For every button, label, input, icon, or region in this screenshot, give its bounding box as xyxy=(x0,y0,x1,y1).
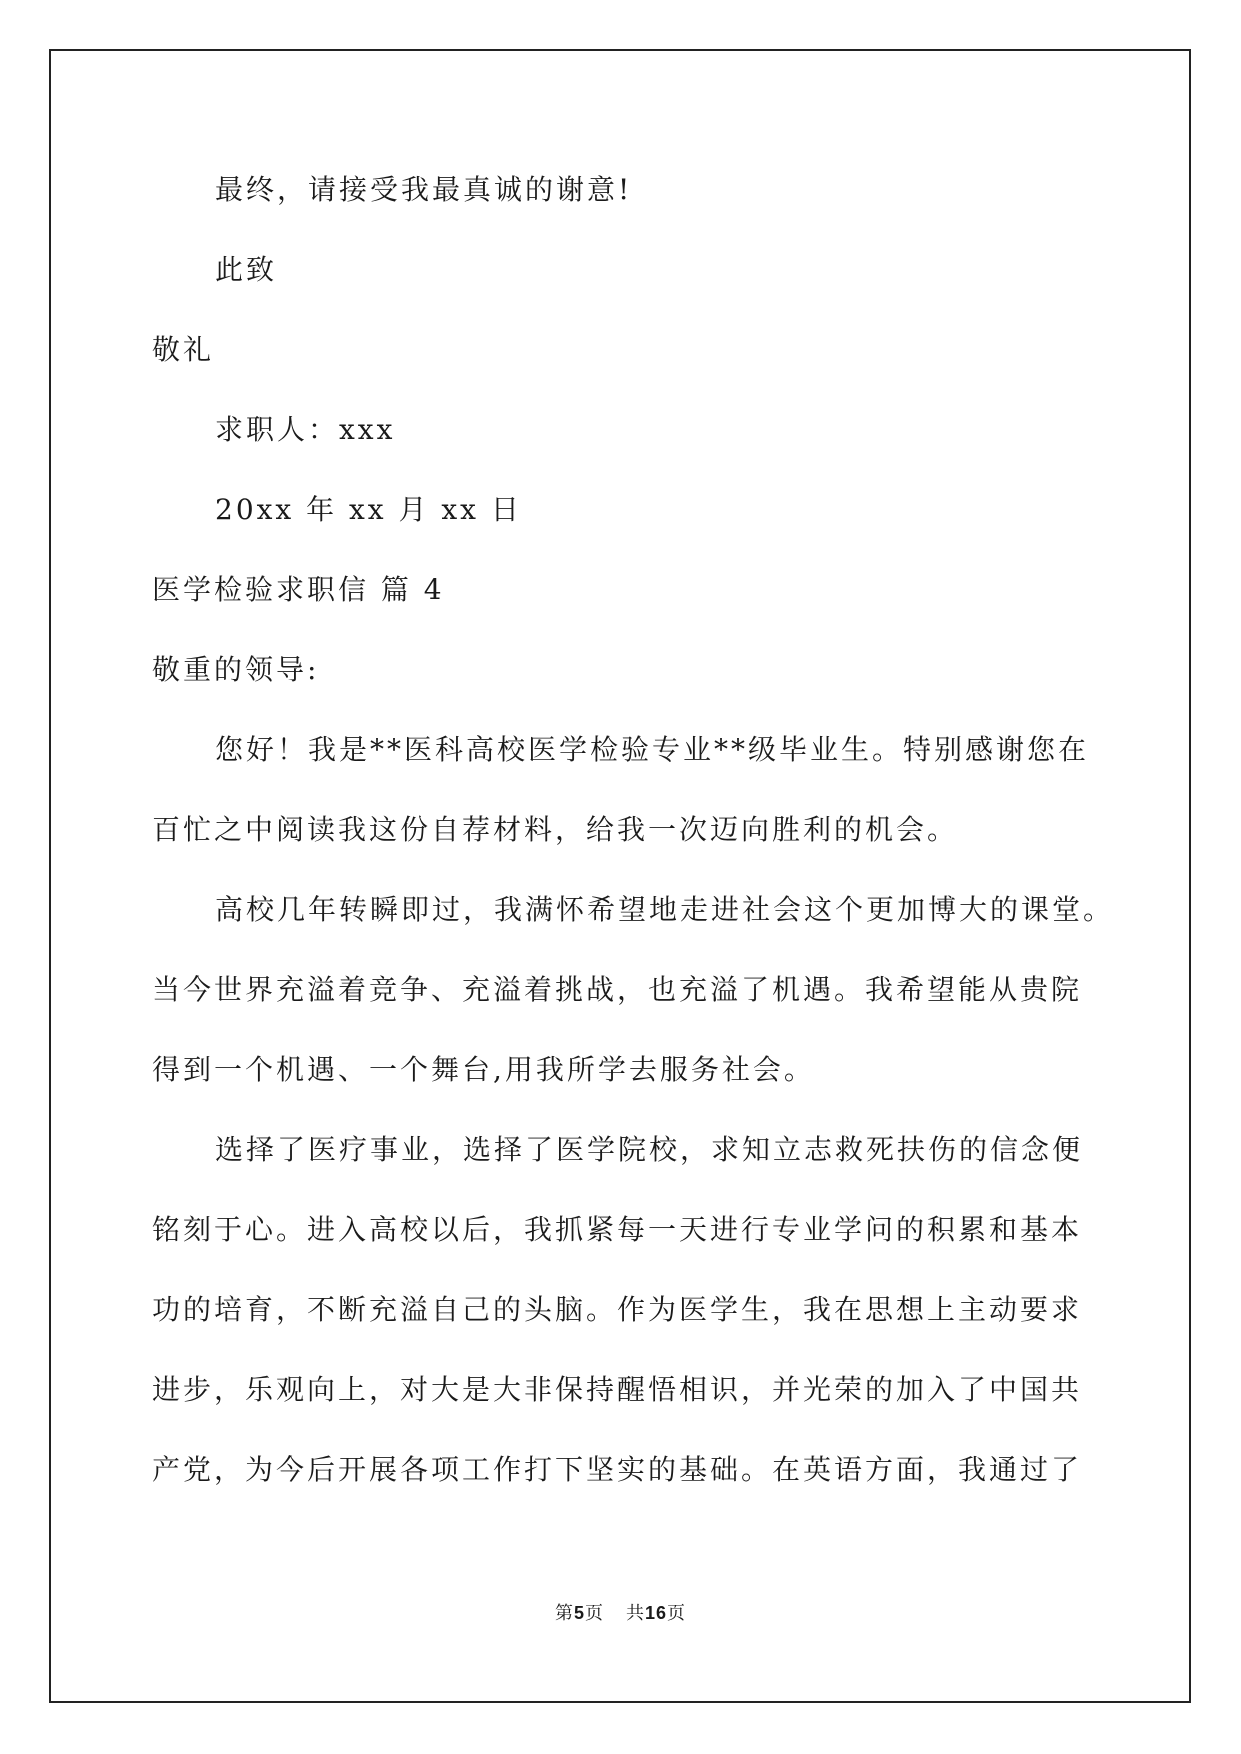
paragraph-line: 选择了医疗事业，选择了医学院校，求知立志救死扶伤的信念便 xyxy=(215,1133,1084,1166)
paragraph-line: 当今世界充溢着竞争、充溢着挑战，也充溢了机遇。我希望能从贵院 xyxy=(152,973,1083,1006)
letter-date: 20xx 年 xx 月 xx 日 xyxy=(215,493,522,526)
footer-page-prefix: 第 xyxy=(554,1603,574,1624)
footer-page-suffix: 页 xyxy=(584,1603,604,1624)
footer-total-suffix: 页 xyxy=(667,1603,687,1624)
salutation-jingli: 敬礼 xyxy=(152,333,215,366)
salutation-cizhi: 此致 xyxy=(215,253,278,286)
section-heading: 医学检验求职信 篇 4 xyxy=(152,573,445,606)
paragraph-line: 您好！我是**医科高校医学检验专业**级毕业生。特别感谢您在 xyxy=(215,733,1090,766)
paragraph-line: 百忙之中阅读我这份自荐材料，给我一次迈向胜利的机会。 xyxy=(152,813,959,846)
letter-greeting: 敬重的领导: xyxy=(152,653,320,686)
paragraph-line: 得到一个机遇、一个舞台,用我所学去服务社会。 xyxy=(152,1053,815,1086)
applicant-signature: 求职人：xxx xyxy=(215,413,396,446)
footer-total-pages: 16 xyxy=(644,1603,668,1623)
closing-thanks-line: 最终，请接受我最真诚的谢意! xyxy=(215,173,633,206)
footer-page-number: 5 xyxy=(573,1603,585,1623)
paragraph-line: 功的培育，不断充溢自己的头脑。作为医学生，我在思想上主动要求 xyxy=(152,1293,1083,1326)
page-footer xyxy=(0,1601,1241,1626)
paragraph-line: 进步，乐观向上，对大是大非保持醒悟相识，并光荣的加入了中国共 xyxy=(152,1373,1083,1406)
footer-total-prefix: 共 xyxy=(625,1603,645,1624)
paragraph-line: 铭刻于心。进入高校以后，我抓紧每一天进行专业学问的积累和基本 xyxy=(152,1213,1083,1246)
paragraph-line: 高校几年转瞬即过，我满怀希望地走进社会这个更加博大的课堂。 xyxy=(215,893,1115,926)
paragraph-line: 产党，为今后开展各项工作打下坚实的基础。在英语方面，我通过了 xyxy=(152,1453,1083,1486)
